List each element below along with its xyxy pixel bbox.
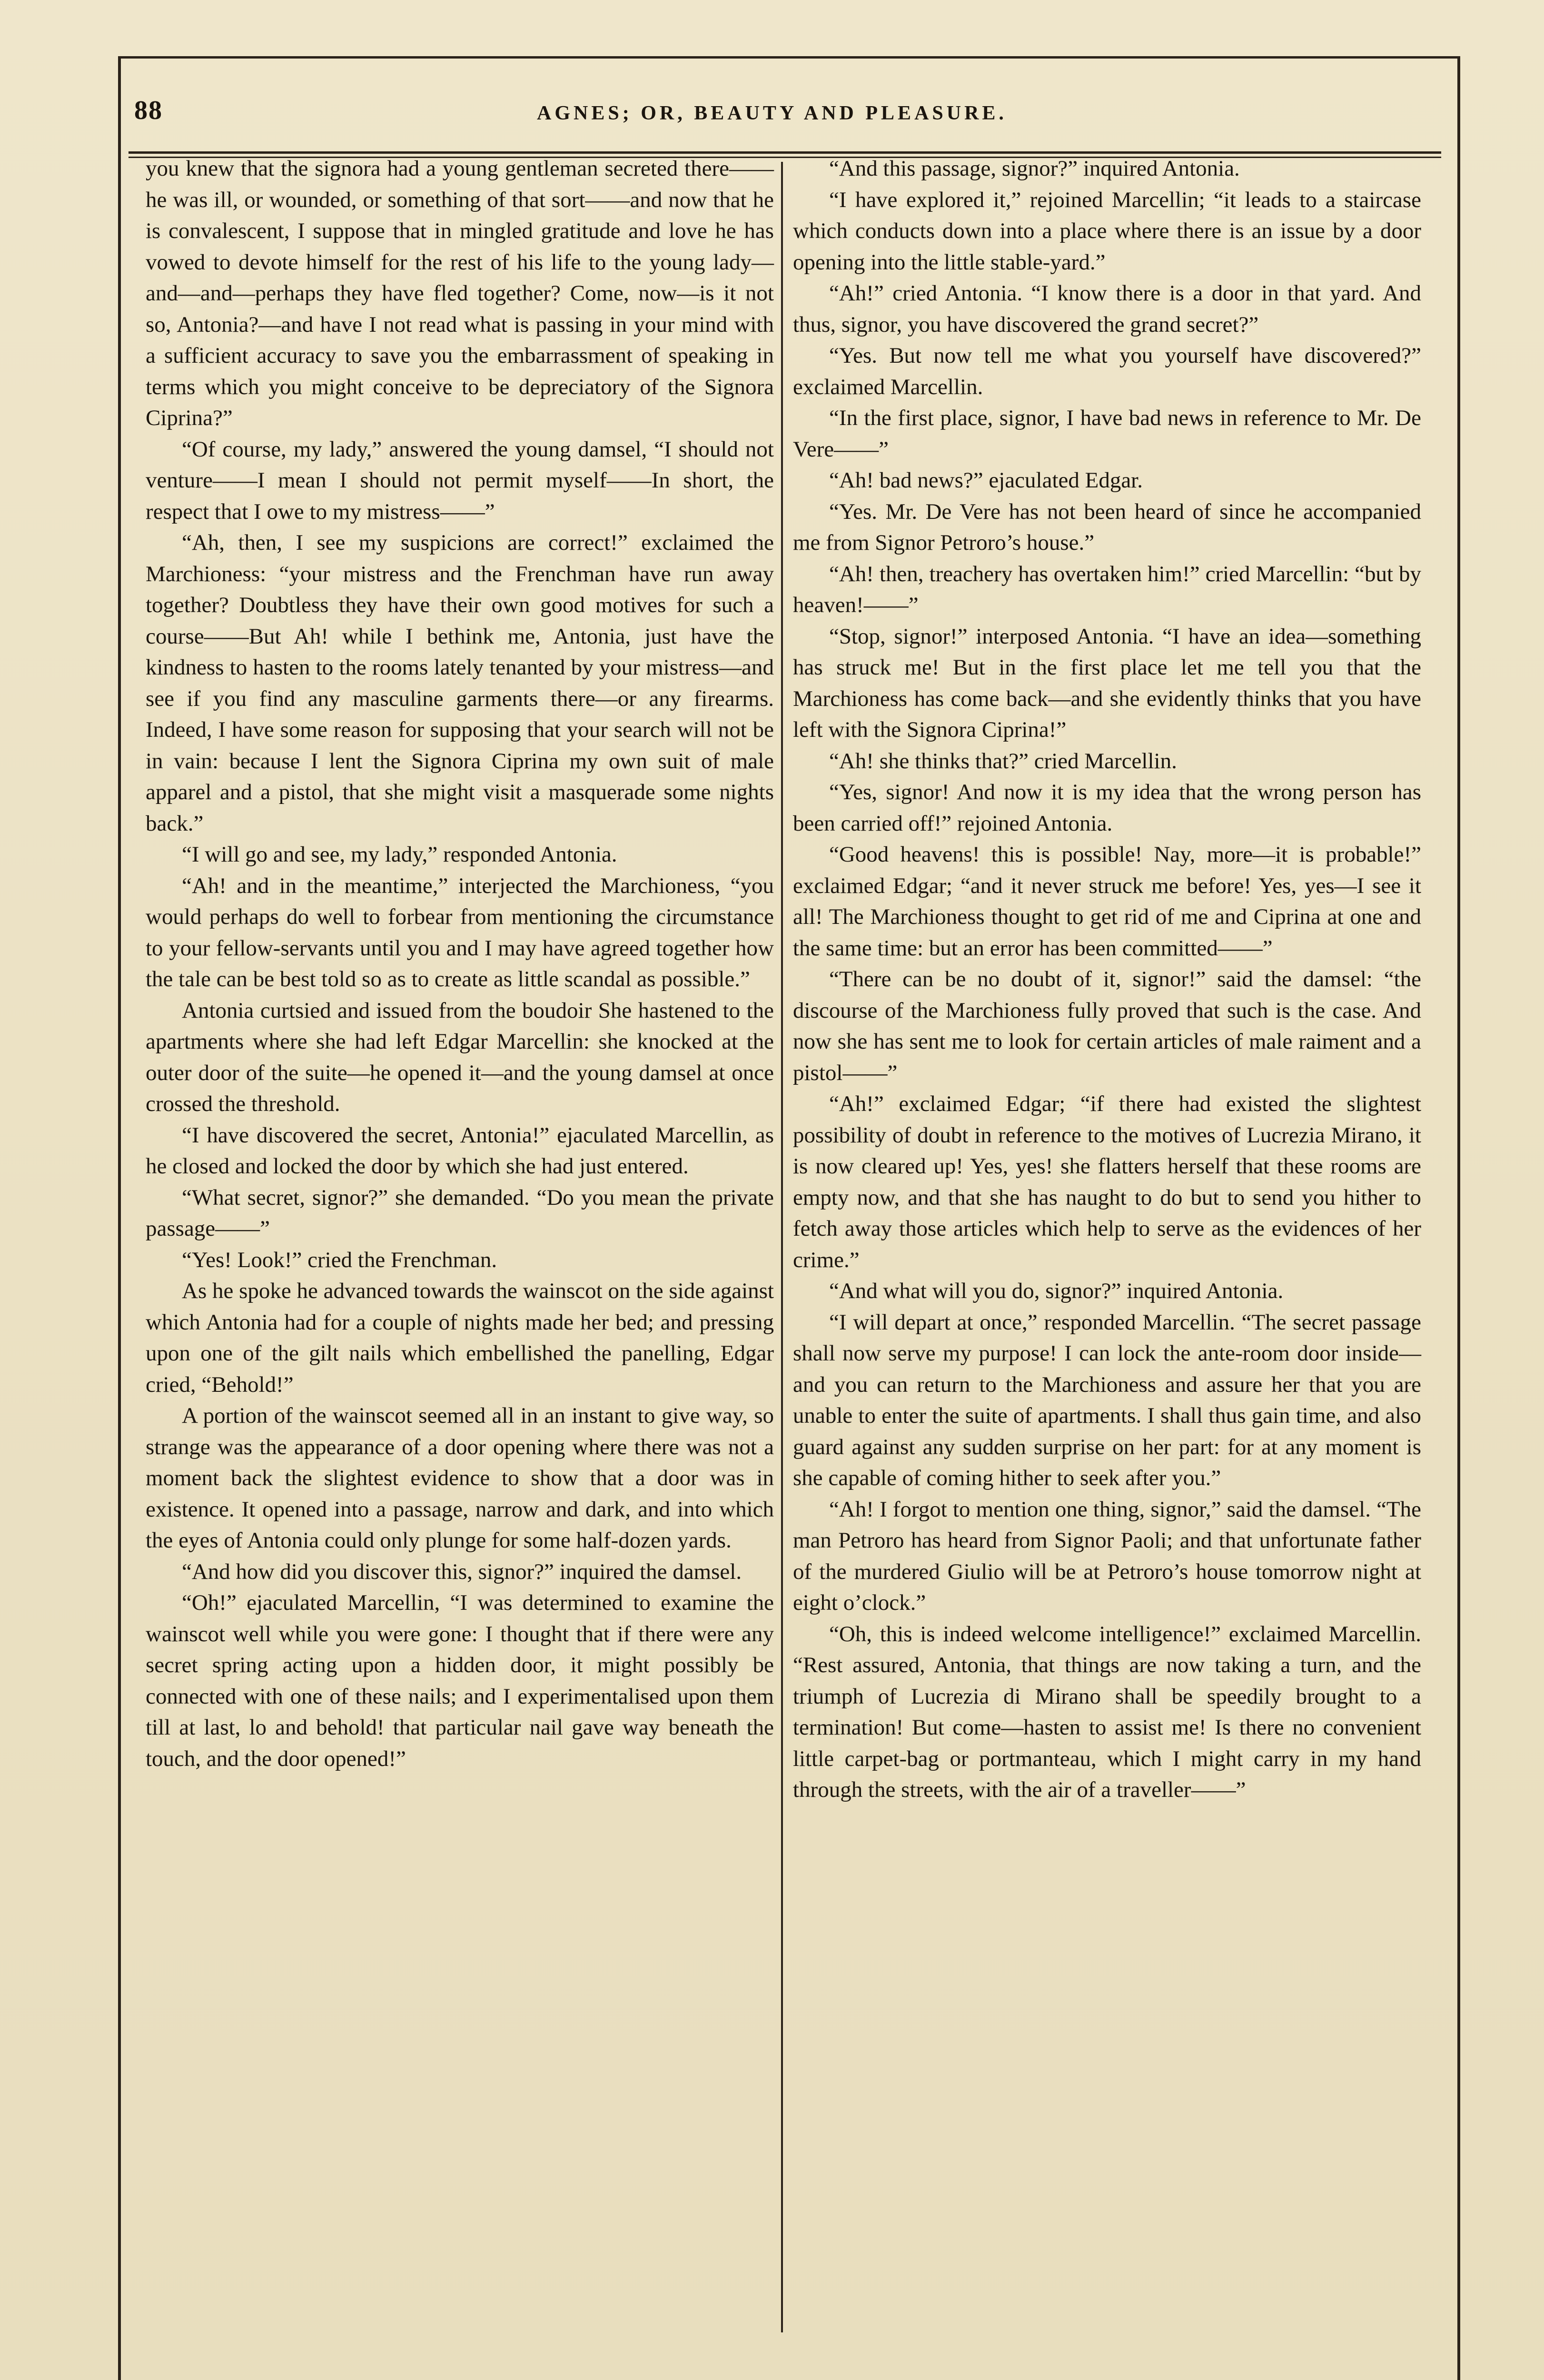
paragraph: “Ah!” exclaimed Edgar; “if there had existed the slightest possibility of doubt in reference to the motives of Lucrezia Mirano, it is now cleared up! Yes, yes! she flatters herself that these rooms are empty now, and that she has naught to do but to send you hither to fetch away those articles which help to serve as the evidences of her crime.” (793, 1091, 1421, 1272)
paragraph: “In the first place, signor, I have bad news in reference to Mr. De Vere——” (793, 406, 1421, 462)
paragraph: “Ah! she thinks that?” cried Marcellin. (829, 748, 1177, 774)
paragraph: “And how did you discover this, signor?” inquired the damsel. (182, 1559, 742, 1584)
paragraph: “Good heavens! this is possible! Nay, more—it is probable!” exclaimed Edgar; “and it never struck me before! Yes, yes—I see it all! The Marchioness thought to get rid of me and Ciprina at one and the same time: but an error has been committed——” (793, 842, 1421, 961)
paragraph: “There can be no doubt of it, signor!” said the damsel: “the discourse of the Marchioness fully proved that such is the case. And now she has sent me to look for certain articles of male raiment and a pistol——” (793, 967, 1421, 1085)
paragraph: “Ah!” cried Antonia. “I know there is a door in that yard. And thus, signor, you have discovered the grand secret?” (793, 281, 1421, 337)
paragraph: “Ah! I forgot to mention one thing, signor,” said the damsel. “The man Petroro has heard from Signor Paoli; and that unfortunate father of the murdered Giulio will be at Petroro’s house tomorrow night at eight o’clock.” (793, 1497, 1421, 1615)
paragraph: “Oh, this is indeed welcome intelligence!” exclaimed Marcellin. “Rest assured, Antonia, that things are now taking a turn, and the triumph of Lucrezia di Mirano shall be speedily brought to a termination! But come—hasten to assist me! Is there no convenient little carpet-bag or portmanteau, which I might carry in my hand through the streets, with the air of a traveller——” (793, 1621, 1421, 1802)
paragraph: “Ah, then, I see my suspicions are correct!” exclaimed the Marchioness: “your mistress and the Frenchman have run away together? Doubtless they have their own good motives for such a course——But Ah! while I bethink me, Antonia, just have the kindness to hasten to the rooms lately tenanted by your mistress—and see if you find any masculine garments there—or any firearms. Indeed, I have some reason for supposing that your search will not be in vain: because I lent the Signora Ciprina my own suit of male apparel and a pistol, that she might visit a masquerade some nights back.” (146, 530, 774, 836)
left-column (146, 153, 774, 1775)
paragraph: “I have discovered the secret, Antonia!” ejaculated Marcellin, as he closed and locked the door by which she had just entered. (146, 1122, 774, 1179)
paragraph: “Oh!” ejaculated Marcellin, “I was determined to examine the wainscot well while you were gone: I thought that if there were any secret spring acting upon a hidden door, it might possibly be connected with one of these nails; and I experimentalised upon them till at last, lo and behold! that particular nail gave way beneath the touch, and the door opened!” (146, 1590, 774, 1771)
right-column (793, 153, 1421, 1806)
paragraph: “Yes, signor! And now it is my idea that the wrong person has been carried off!” rejoined Antonia. (793, 780, 1421, 836)
paragraph: “Yes. But now tell me what you yourself have discovered?” exclaimed Marcellin. (793, 343, 1421, 399)
page-number: 88 (134, 96, 163, 125)
paragraph: “Of course, my lady,” answered the young damsel, “I should not venture——I mean I should not permit myself——In short, the respect that I owe to my mistress——” (146, 436, 774, 524)
paragraph: “And what will you do, signor?” inquired Antonia. (829, 1279, 1284, 1303)
paragraph: “Stop, signor!” interposed Antonia. “I have an idea—something has struck me! But in the first place let me tell you that the Marchioness has come back—and she evidently thinks that you have left with the Signora Ciprina!” (793, 624, 1421, 742)
paragraph: A portion of the wainscot seemed all in an instant to give way, so strange was the appearance of a door opening where there was not a moment back the slightest evidence to show that a door was in existence. It opened into a passage, narrow and dark, and into which the eyes of Antonia could only plunge for some half-dozen yards. (146, 1403, 774, 1553)
paragraph: “And this passage, signor?” inquired Antonia. (829, 156, 1240, 181)
paragraph: “What secret, signor?” she demanded. “Do you mean the private passage——” (146, 1185, 774, 1241)
paragraph: “Yes. Mr. De Vere has not been heard of since he accompanied me from Signor Petroro’s house.” (793, 499, 1421, 555)
paragraph: Antonia curtsied and issued from the boudoir She hastened to the apartments where she had left Edgar Marcellin: she knocked at the outer door of the suite—he opened it—and the young damsel at once crossed the threshold. (146, 998, 774, 1116)
paragraph: “I will go and see, my lady,” responded Antonia. (182, 842, 617, 867)
paragraph: “Yes! Look!” cried the Frenchman. (182, 1247, 497, 1272)
paragraph: “Ah! bad news?” ejaculated Edgar. (829, 468, 1143, 493)
running-head: AGNES; OR, BEAUTY AND PLEASURE. (537, 102, 1007, 124)
column-divider (781, 162, 783, 2332)
paragraph: As he spoke he advanced towards the wainscot on the side against which Antonia had for a couple of nights made her bed; and pressing upon one of the gilt nails which embellished the panelling, Edgar cried, “Behold!” (146, 1279, 774, 1397)
paragraph: “I have explored it,” rejoined Marcellin; “it leads to a staircase which conducts down into a place where there is an issue by a door opening into the little stable-yard.” (793, 187, 1421, 275)
paragraph: “Ah! then, treachery has overtaken him!” cried Marcellin: “but by heaven!——” (793, 561, 1421, 617)
paragraph: “I will depart at once,” responded Marcellin. “The secret passage shall now serve my purpose! I can lock the ante-room door inside—and you can return to the Marchioness and assure her that you are unable to enter the suite of apartments. I shall thus gain time, and also guard against any sudden surprise on her part: for at any moment is she capable of coming hither to seek after you.” (793, 1309, 1421, 1490)
paragraph: “Ah! and in the meantime,” interjected the Marchioness, “you would perhaps do well to forbear from mentioning the circumstance to your fellow-servants until you and I may have agreed together how the tale can be best told so as to create as little scandal as possible.” (146, 873, 774, 992)
paragraph: you knew that the signora had a young gentleman secreted there——he was ill, or wounded, or something of that sort——and now that he is convalescent, I suppose that in mingled gratitude and love he has vowed to devote himself for the rest of his life to the young lady—and—and—perhaps they have fled together? Come, now—is it not so, Antonia?—and have I not read what is passing in your mind with a sufficient accuracy to save you the embarrassment of speaking in terms which you might conceive to be depreciatory of the Signora Ciprina?” (146, 156, 774, 430)
